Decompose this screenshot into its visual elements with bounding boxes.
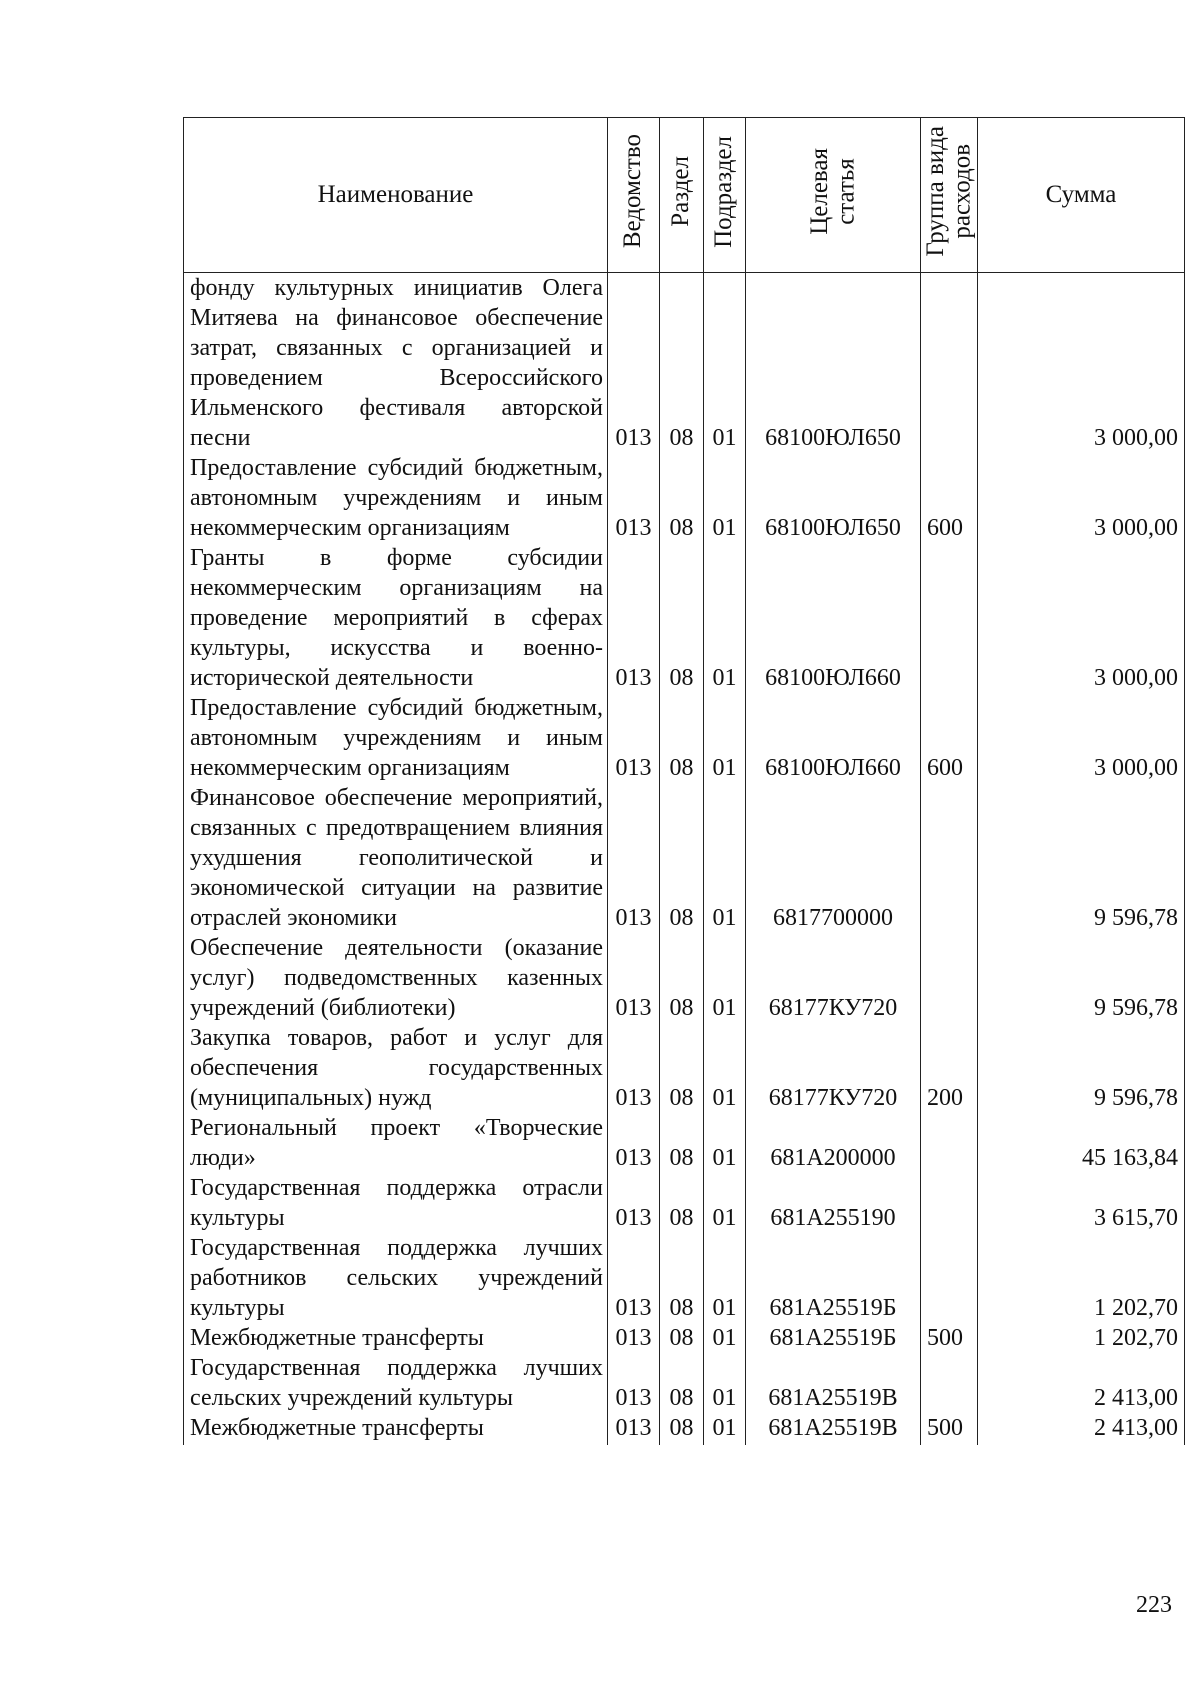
row-gruppa: [921, 783, 978, 933]
header-name-label: Наименование: [317, 181, 474, 208]
row-gruppa: [921, 1113, 978, 1173]
header-podrazdel-label: Подраздел: [710, 135, 738, 248]
row-celevaya: 681А25519Б: [746, 1323, 921, 1353]
row-celevaya: 68100ЮЛ660: [746, 543, 921, 693]
table-row: [184, 1173, 1185, 1233]
row-gruppa: [921, 273, 978, 454]
row-celevaya: 68100ЮЛ650: [746, 453, 921, 543]
row-podrazdel: 01: [704, 1323, 746, 1353]
header-razdel-label: Раздел: [667, 156, 695, 227]
header-celevaya: [746, 118, 921, 273]
row-gruppa: 200: [921, 1023, 978, 1113]
header-celevaya-label: [807, 148, 860, 235]
row-celevaya: 681А25519В: [746, 1413, 921, 1445]
row-podrazdel: 01: [704, 543, 746, 693]
table-row: [184, 1353, 1185, 1413]
row-summa: 3 000,00: [978, 273, 1185, 454]
row-podrazdel: 01: [704, 933, 746, 1023]
header-vedomstvo: [608, 118, 660, 273]
page-number: 223: [1136, 1592, 1172, 1618]
row-name: Государственная поддержка лучших работников сельских учреждений культуры: [184, 1233, 608, 1323]
row-razdel: 08: [660, 1023, 704, 1113]
row-vedomstvo: 013: [608, 783, 660, 933]
table-row: [184, 1233, 1185, 1323]
row-celevaya: 681А200000: [746, 1113, 921, 1173]
row-vedomstvo: 013: [608, 933, 660, 1023]
header-gruppa-line2: расходов: [948, 144, 975, 239]
row-podrazdel: 01: [704, 783, 746, 933]
row-podrazdel: 01: [704, 1233, 746, 1323]
row-summa: 3 000,00: [978, 453, 1185, 543]
row-name: Государственная поддержка лучших сельских учреждений культуры: [184, 1353, 608, 1413]
row-podrazdel: 01: [704, 1353, 746, 1413]
header-gruppa: [921, 118, 978, 273]
row-vedomstvo: 013: [608, 1323, 660, 1353]
header-gruppa-line1: Группа вида: [921, 126, 949, 257]
row-celevaya: 6817700000: [746, 783, 921, 933]
row-razdel: 08: [660, 543, 704, 693]
table-header-row: [184, 118, 1185, 273]
header-celevaya-line1: Целевая: [805, 148, 833, 235]
row-summa: 3 615,70: [978, 1173, 1185, 1233]
row-razdel: 08: [660, 1113, 704, 1173]
row-name: Межбюджетные трансферты: [184, 1323, 608, 1353]
header-vedomstvo-label: Ведомство: [619, 134, 647, 249]
row-razdel: 08: [660, 453, 704, 543]
table-row: [184, 1023, 1185, 1113]
row-podrazdel: 01: [704, 1413, 746, 1445]
row-gruppa: [921, 1353, 978, 1413]
row-celevaya: 681А25519В: [746, 1353, 921, 1413]
row-gruppa: 500: [921, 1413, 978, 1445]
row-razdel: 08: [660, 1413, 704, 1445]
row-gruppa: [921, 933, 978, 1023]
row-name: Предоставление субсидий бюджетным, автономным учреждениям и иным некоммерческим организациям: [184, 453, 608, 543]
row-summa: 1 202,70: [978, 1233, 1185, 1323]
row-summa: 9 596,78: [978, 783, 1185, 933]
row-podrazdel: 01: [704, 273, 746, 454]
row-summa: 9 596,78: [978, 1023, 1185, 1113]
header-gruppa-label: [923, 126, 976, 257]
row-celevaya: 68100ЮЛ660: [746, 693, 921, 783]
row-celevaya: 681А25519Б: [746, 1233, 921, 1323]
row-vedomstvo: 013: [608, 453, 660, 543]
row-name: Гранты в форме субсидии некоммерческим организациям на проведение мероприятий в сферах культуры, искусства и военно-исторической деятельности: [184, 543, 608, 693]
row-razdel: 08: [660, 783, 704, 933]
row-podrazdel: 01: [704, 1023, 746, 1113]
row-razdel: 08: [660, 273, 704, 454]
row-vedomstvo: 013: [608, 1353, 660, 1413]
row-vedomstvo: 013: [608, 693, 660, 783]
header-summa-label: Сумма: [1045, 181, 1117, 208]
row-summa: 2 413,00: [978, 1413, 1185, 1445]
row-podrazdel: 01: [704, 453, 746, 543]
header-razdel: [660, 118, 704, 273]
table-row: [184, 933, 1185, 1023]
row-vedomstvo: 013: [608, 1413, 660, 1445]
table-row: [184, 543, 1185, 693]
budget-page: [183, 117, 1184, 1445]
row-podrazdel: 01: [704, 1113, 746, 1173]
table-row: [184, 1113, 1185, 1173]
row-razdel: 08: [660, 933, 704, 1023]
table-body: [184, 273, 1185, 1446]
row-name: Предоставление субсидий бюджетным, автономным учреждениям и иным некоммерческим организациям: [184, 693, 608, 783]
row-summa: 9 596,78: [978, 933, 1185, 1023]
table-row: [184, 693, 1185, 783]
row-podrazdel: 01: [704, 693, 746, 783]
table-row: [184, 783, 1185, 933]
row-razdel: 08: [660, 693, 704, 783]
row-name: фонду культурных инициатив Олега Митяева на финансовое обеспечение затрат, связанных с организацией и проведением Всероссийского Ильменского фестиваля авторской песни: [184, 273, 608, 454]
row-gruppa: 600: [921, 693, 978, 783]
budget-table: [183, 117, 1185, 1445]
row-vedomstvo: 013: [608, 1023, 660, 1113]
row-name: Региональный проект «Творческие люди»: [184, 1113, 608, 1173]
row-celevaya: 68177КУ720: [746, 1023, 921, 1113]
row-name: Межбюджетные трансферты: [184, 1413, 608, 1445]
row-gruppa: [921, 1233, 978, 1323]
row-name: Государственная поддержка отрасли культуры: [184, 1173, 608, 1233]
row-podrazdel: 01: [704, 1173, 746, 1233]
row-gruppa: 600: [921, 453, 978, 543]
row-celevaya: 68177КУ720: [746, 933, 921, 1023]
row-summa: 3 000,00: [978, 543, 1185, 693]
row-summa: 1 202,70: [978, 1323, 1185, 1353]
row-razdel: 08: [660, 1233, 704, 1323]
row-vedomstvo: 013: [608, 273, 660, 454]
row-celevaya: 681А255190: [746, 1173, 921, 1233]
row-name: Финансовое обеспечение мероприятий, связанных с предотвращением влияния ухудшения геополитической и экономической ситуации на развитие отраслей экономики: [184, 783, 608, 933]
row-name: Закупка товаров, работ и услуг для обеспечения государственных (муниципальных) нужд: [184, 1023, 608, 1113]
table-row: [184, 453, 1185, 543]
row-vedomstvo: 013: [608, 1233, 660, 1323]
table-row: [184, 273, 1185, 454]
row-vedomstvo: 013: [608, 543, 660, 693]
header-celevaya-line2: статья: [832, 158, 859, 225]
row-razdel: 08: [660, 1353, 704, 1413]
row-vedomstvo: 013: [608, 1173, 660, 1233]
row-razdel: 08: [660, 1323, 704, 1353]
table-row: [184, 1413, 1185, 1445]
header-name: [184, 118, 608, 273]
row-summa: 45 163,84: [978, 1113, 1185, 1173]
row-gruppa: [921, 543, 978, 693]
row-razdel: 08: [660, 1173, 704, 1233]
header-podrazdel: [704, 118, 746, 273]
header-summa: [978, 118, 1185, 273]
row-gruppa: [921, 1173, 978, 1233]
row-summa: 2 413,00: [978, 1353, 1185, 1413]
row-summa: 3 000,00: [978, 693, 1185, 783]
row-vedomstvo: 013: [608, 1113, 660, 1173]
table-row: [184, 1323, 1185, 1353]
row-gruppa: 500: [921, 1323, 978, 1353]
row-celevaya: 68100ЮЛ650: [746, 273, 921, 454]
row-name: Обеспечение деятельности (оказание услуг) подведомственных казенных учреждений (библиотеки): [184, 933, 608, 1023]
